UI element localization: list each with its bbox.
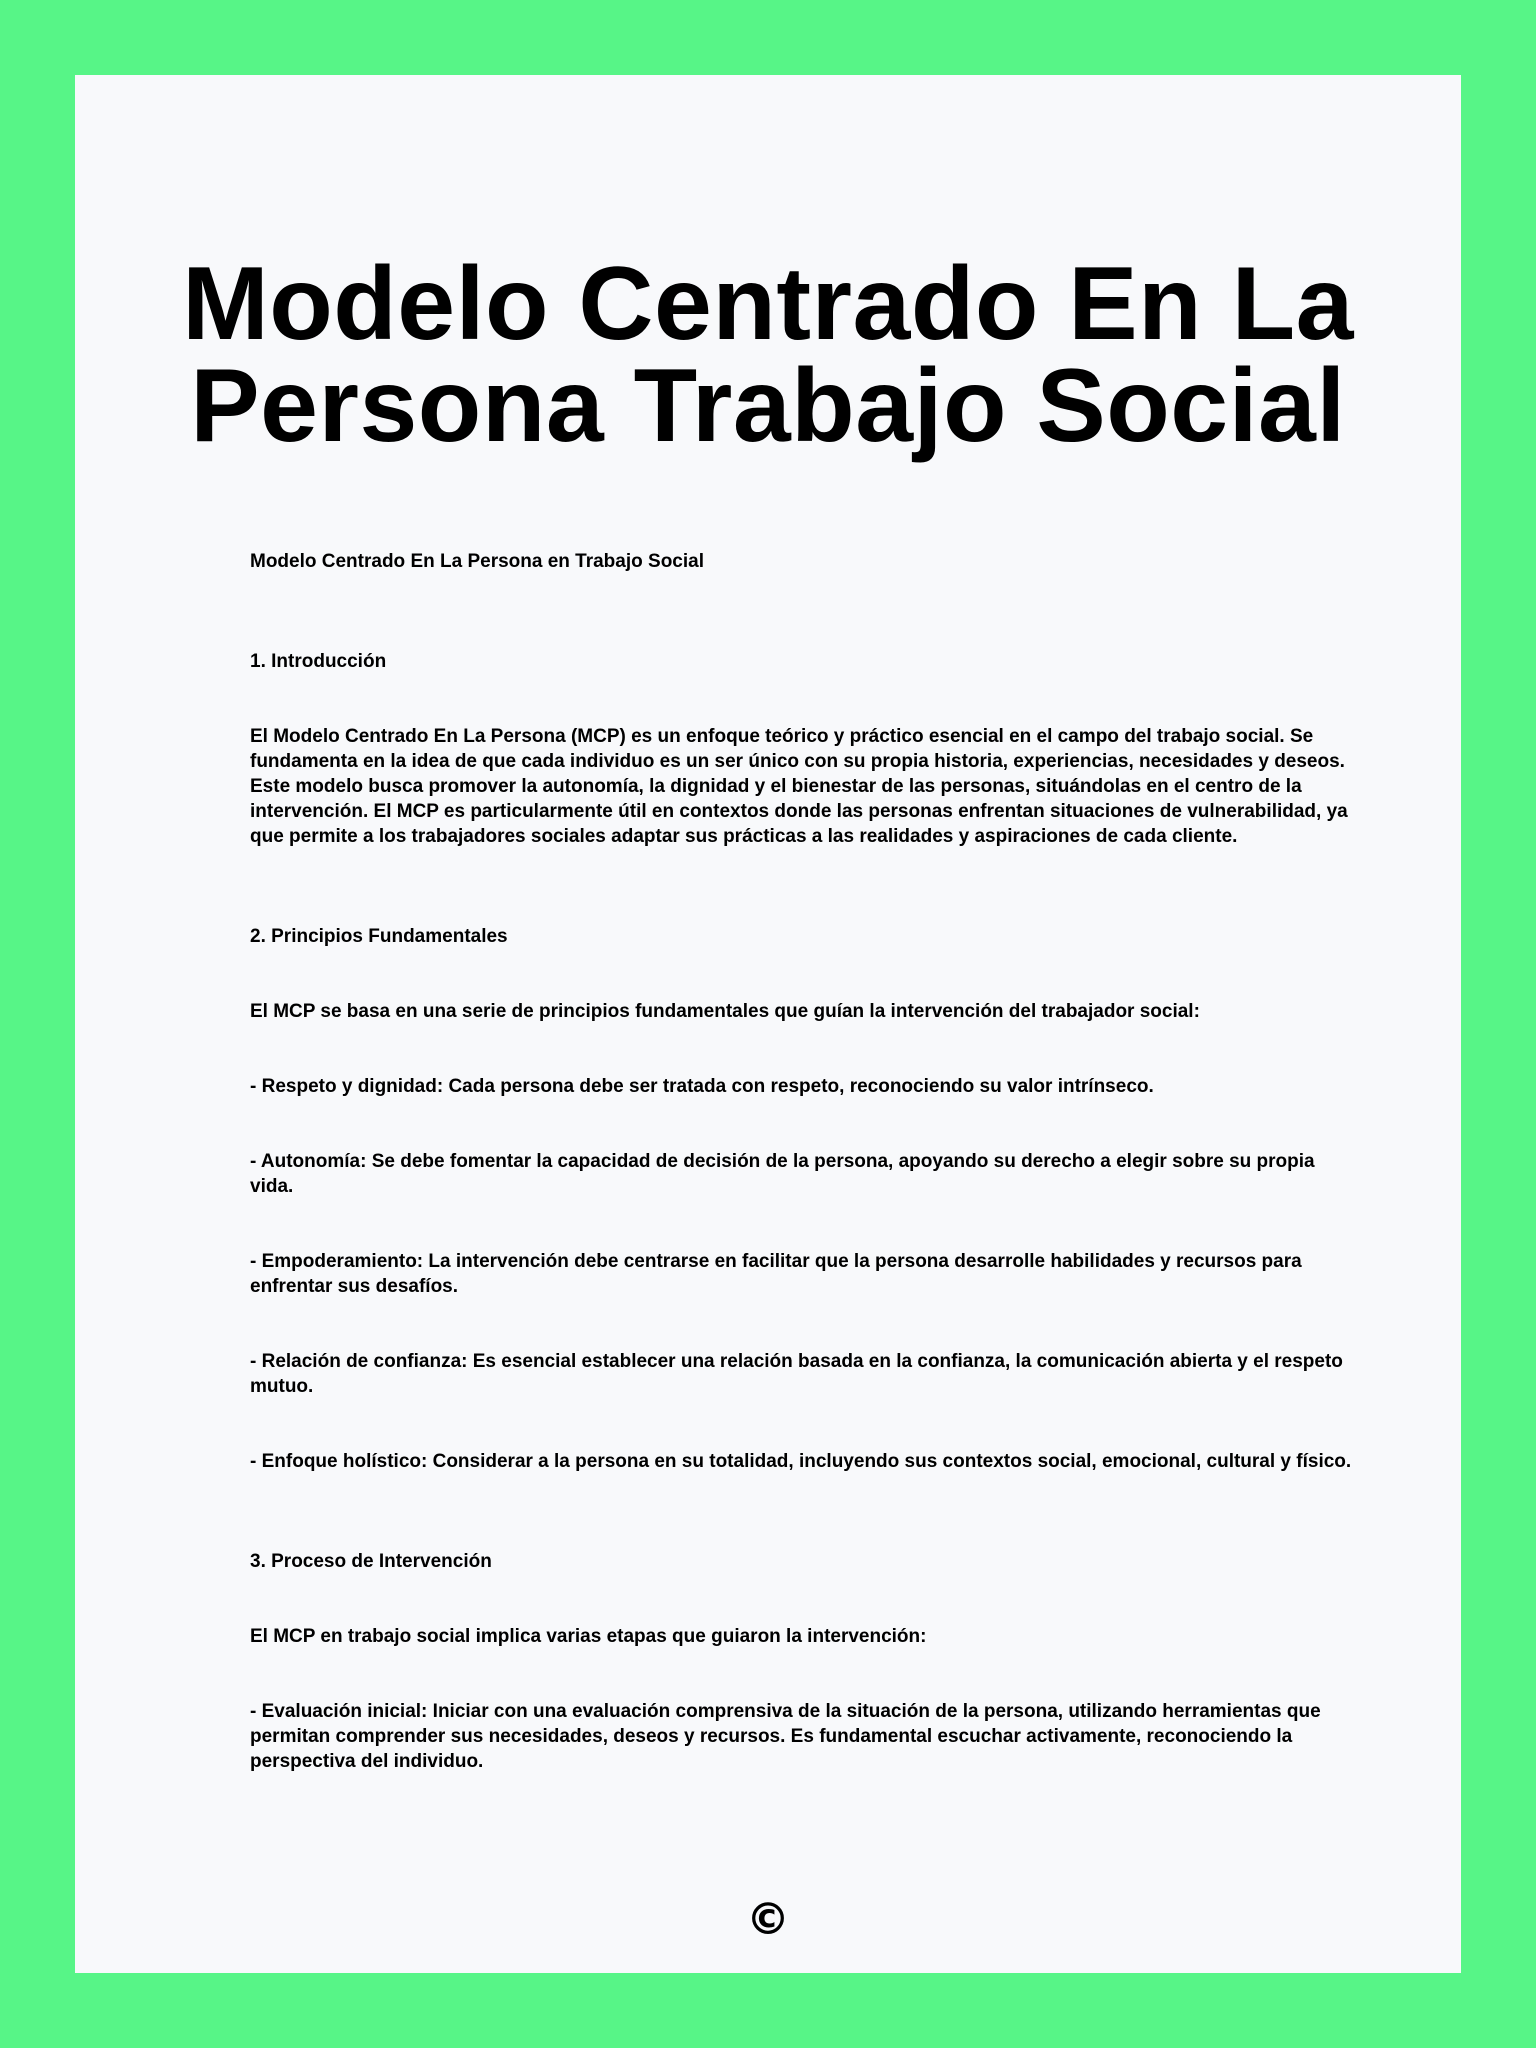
section-heading-process: 3. Proceso de Intervención <box>250 1551 492 1572</box>
document-title: Modelo Centrado En La Persona Trabajo Social <box>182 246 1354 464</box>
introduction-paragraph: El Modelo Centrado En La Persona (MCP) es un enfoque teórico y práctico esencial en el campo del trabajo social. Se fundamenta en la idea de que cada individuo es un ser único con su propia historia, experiencias, necesidades y deseos. Este modelo busca promover la autonomía, la dignidad y el bienestar de las personas, situándolas en el centro de la intervención. El MCP es particularmente útil en contextos donde las personas enfrentan situaciones de vulnerabilidad, ya que permite a los trabajadores sociales adaptar sus prácticas a las realidades y aspiraciones de cada cliente. <box>250 726 1348 847</box>
principles-paragraph: El MCP se basa en una serie de principios fundamentales que guían la intervención del trabajador social: <box>250 1001 1200 1022</box>
section-heading-introduction: 1. Introducción <box>250 651 387 672</box>
principle-item-autonomia: - Autonomía: Se debe fomentar la capacidad de decisión de la persona, apoyando su derecho a elegir sobre su propia vida. <box>250 1151 1315 1197</box>
document-body <box>250 549 1360 1824</box>
document-page <box>75 75 1461 1973</box>
section-heading-principles: 2. Principios Fundamentales <box>250 926 508 947</box>
document-subtitle: Modelo Centrado En La Persona en Trabajo Social <box>250 551 704 572</box>
principle-item-empoderamiento: - Empoderamiento: La intervención debe centrarse en facilitar que la persona desarrolle habilidades y recursos para enfrentar sus desafíos. <box>250 1251 1302 1297</box>
copyright-icon: © <box>746 1894 790 1945</box>
principle-item-confianza: - Relación de confianza: Es esencial establecer una relación basada en la confianza, la comunicación abierta y el respeto mutuo. <box>250 1351 1343 1397</box>
process-paragraph: El MCP en trabajo social implica varias etapas que guiaron la intervención: <box>250 1626 927 1647</box>
principle-item-holistico: - Enfoque holístico: Considerar a la persona en su totalidad, incluyendo sus contextos social, emocional, cultural y físico. <box>250 1451 1352 1472</box>
process-item-evaluacion: - Evaluación inicial: Iniciar con una evaluación comprensiva de la situación de la persona, utilizando herramientas que permitan comprender sus necesidades, deseos y recursos. Es fundamental escuchar activamente, reconociendo la perspectiva del individuo. <box>250 1701 1321 1772</box>
principle-item-respeto: - Respeto y dignidad: Cada persona debe ser tratada con respeto, reconociendo su valor intrínseco. <box>250 1076 1154 1097</box>
